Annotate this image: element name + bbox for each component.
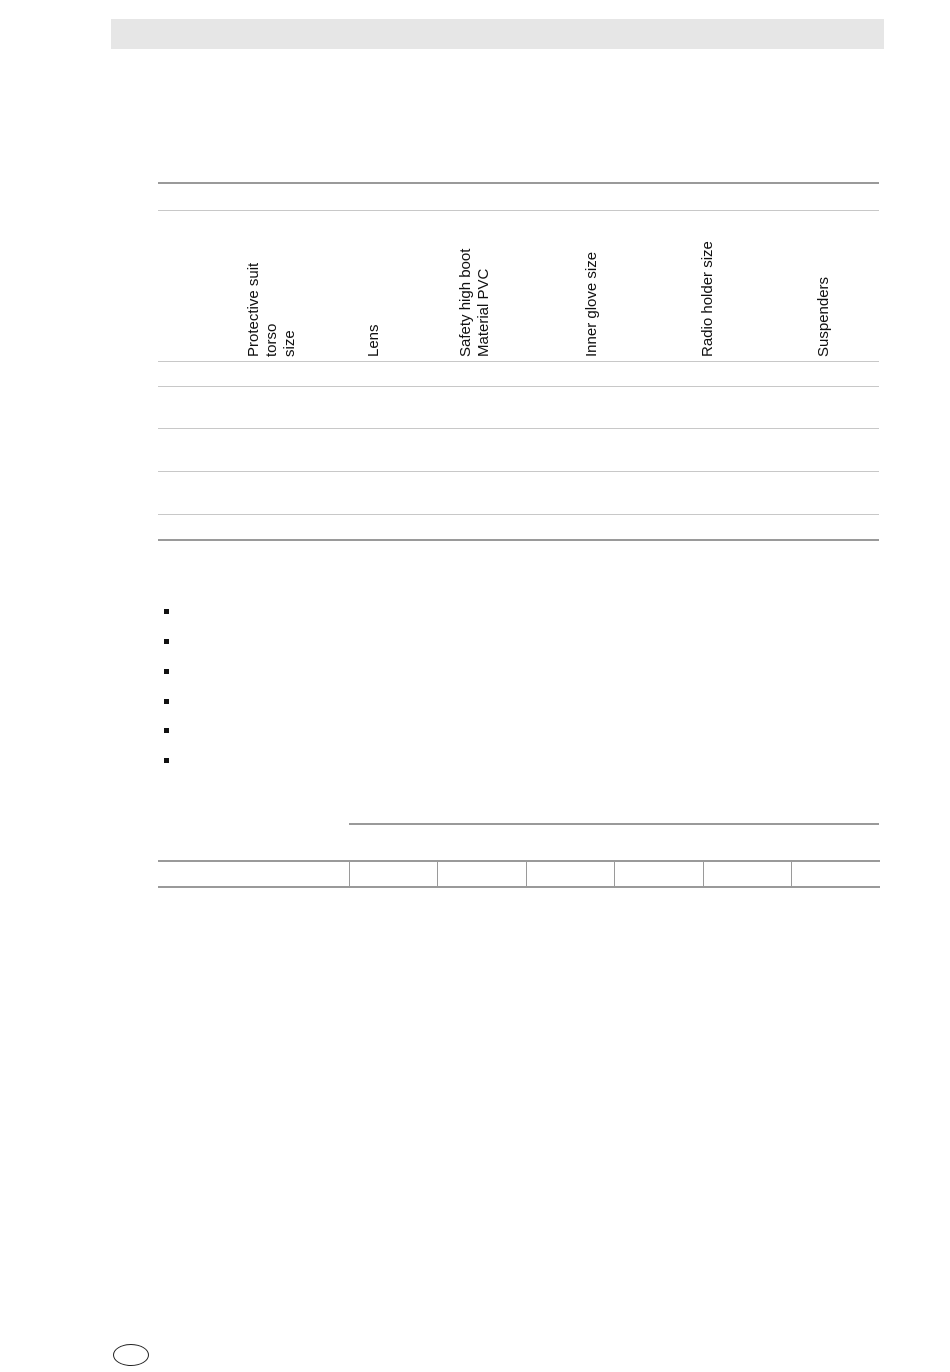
table-rule: [158, 210, 879, 211]
bullet-icon: [164, 699, 169, 704]
header-bar: [111, 19, 884, 49]
language-badge-icon: [113, 1344, 149, 1366]
cell-divider: [703, 862, 704, 886]
table-rule: [158, 514, 879, 515]
column-header-suspenders: Suspenders: [815, 276, 832, 357]
table-rule: [158, 386, 879, 387]
table-rule: [158, 428, 879, 429]
table-top-rule: [158, 182, 879, 184]
table-bottom-rule: [158, 539, 879, 541]
cell-divider: [526, 862, 527, 886]
column-header-protective-suit: Protective suit torso size: [245, 262, 298, 357]
bullet-icon: [164, 639, 169, 644]
column-header-radio-holder: Radio holder size: [699, 241, 716, 357]
table-rule: [158, 471, 879, 472]
column-header-safety-boot: Safety high boot Material PVC: [457, 248, 492, 357]
lower-table-row: [158, 860, 880, 888]
table-rule: [158, 361, 879, 362]
bullet-icon: [164, 758, 169, 763]
column-header-inner-glove: Inner glove size: [583, 251, 600, 357]
bullet-icon: [164, 609, 169, 614]
bullet-icon: [164, 728, 169, 733]
cell-divider: [791, 862, 792, 886]
bullet-icon: [164, 669, 169, 674]
cell-divider: [349, 862, 350, 886]
column-header-lens: Lens: [365, 324, 382, 357]
lower-table-top-rule: [349, 823, 879, 825]
cell-divider: [614, 862, 615, 886]
cell-divider: [437, 862, 438, 886]
